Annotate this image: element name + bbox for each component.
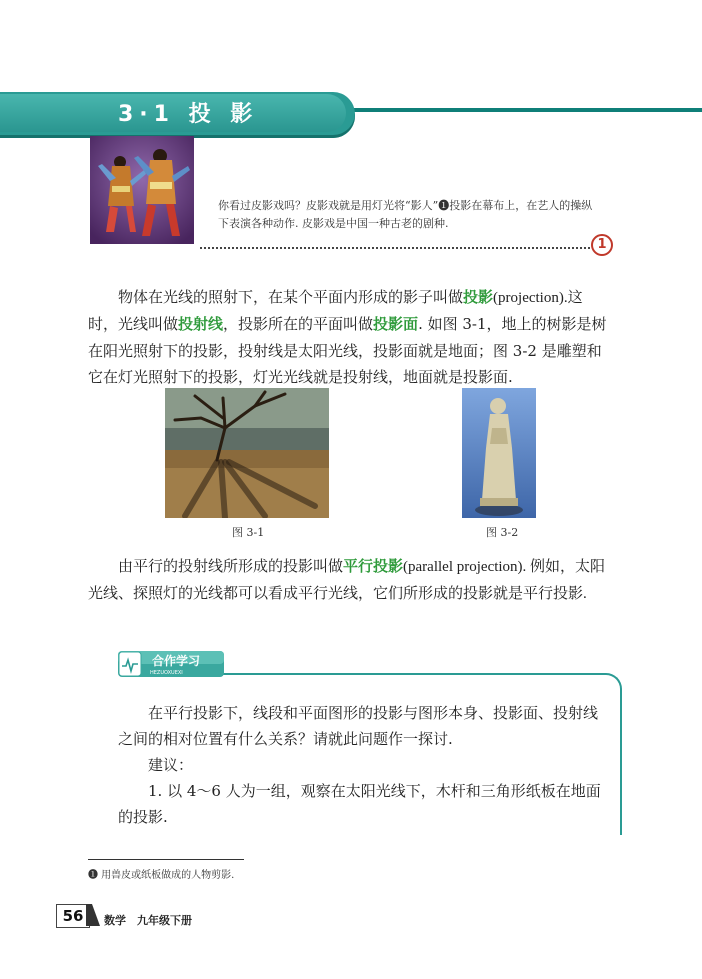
paragraph-parallel-projection	[88, 553, 610, 607]
coop-learning-badge	[118, 649, 226, 679]
p2-text-1: 由平行的投射线所形成的投影叫做	[118, 557, 344, 575]
paragraph-projection-definition	[88, 284, 610, 390]
circled-number-marker: 1	[591, 234, 613, 256]
book-title: 数学 九年级下册	[104, 914, 192, 927]
p1-text-1: 物体在光线的照射下，在某个平面内形成的影子叫做	[118, 288, 464, 306]
p1-text-3: ，投影所在的平面叫做	[223, 315, 374, 333]
tree-shadow-photo	[165, 388, 329, 518]
intro-caption: 你看过皮影戏吗？皮影戏就是用灯光将“影人”❶投影在幕布上，在艺人的操纵下表演各种动作. 皮影戏是中国一种古老的剧种.	[218, 199, 593, 230]
term-projection: 投影	[463, 288, 494, 306]
statue-photo	[462, 388, 536, 518]
p1-text-4: . 如图 3-1，地上的树影是树在阳光照射下的投影，投射线是太阳光线，投影面就是地面；图 3-2 是雕塑和它在灯光照射下的投影，灯光光线就是投射线，地面就是投影面.	[88, 315, 607, 386]
footnote-divider	[88, 859, 244, 860]
dotted-divider	[200, 247, 590, 249]
page-number: 56	[56, 904, 90, 928]
shadow-puppet-photo	[90, 136, 194, 244]
term-projection-line: 投射线	[178, 315, 224, 333]
coop-question: 在平行投影下，线段和平面图形的投影与图形本身、投影面、投射线之间的相对位置有什么关系？请就此问题作一探讨.	[118, 704, 599, 748]
coop-learning-content	[118, 700, 608, 830]
coop-badge-title: 合作学习	[152, 654, 201, 668]
p2-text-2: (parallel projection). 例如，太阳光线、探照灯的光线都可以看成平行光线，它们所形成的投影就是平行投影.	[88, 559, 606, 602]
section-title: 3·1 投 影	[118, 102, 259, 127]
suggestion-label: 建议：	[148, 756, 194, 774]
coop-badge-pinyin: HEZUOXUEXI	[150, 670, 183, 676]
figure-caption-3-2: 图 3-2	[486, 526, 519, 539]
footnote: ❶ 用兽皮或纸板做成的人物剪影.	[88, 870, 235, 881]
suggestion-item-1: 1. 以 4～6 人为一组，观察在太阳光线下，木杆和三角形纸板在地面的投影.	[118, 782, 601, 826]
page-number-corner	[86, 902, 100, 930]
term-parallel-projection: 平行投影	[343, 557, 404, 575]
p1-text-2: (projection).这时，光线叫做	[88, 290, 583, 333]
figure-caption-3-1: 图 3-1	[232, 526, 265, 539]
term-projection-plane: 投影面	[373, 315, 419, 333]
